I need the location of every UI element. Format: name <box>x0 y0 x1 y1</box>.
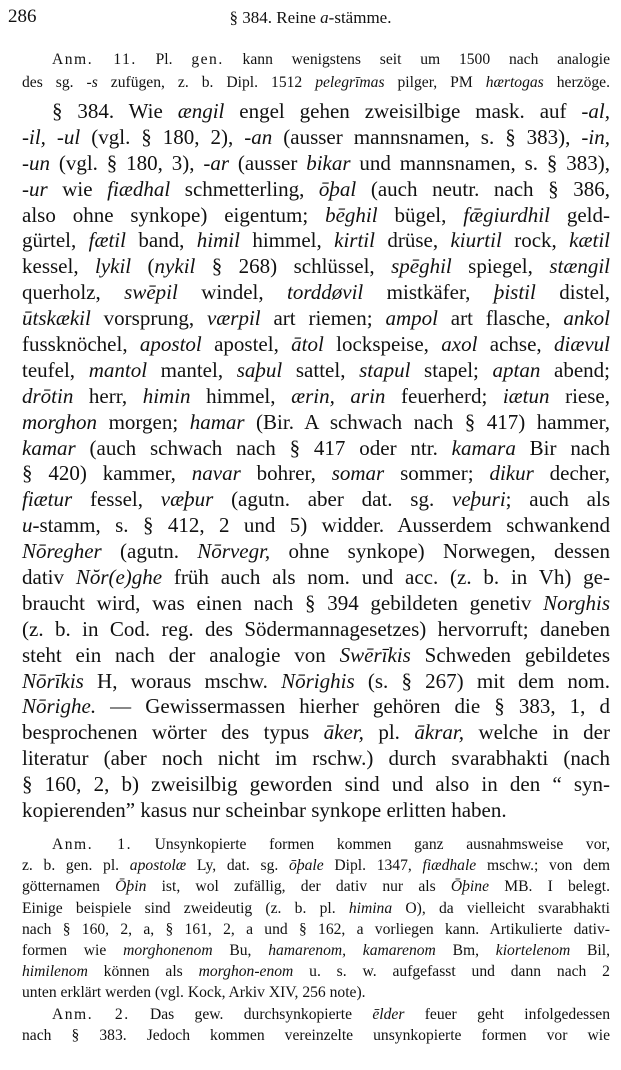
italic-term: -in, <box>581 124 610 149</box>
text-run: pilger, PM <box>384 74 486 91</box>
text-run: morgen; <box>97 409 190 434</box>
text-line <box>22 254 610 280</box>
text-line <box>22 461 610 487</box>
text-line <box>22 643 610 669</box>
italic-term: diævul <box>554 332 610 357</box>
text-run: (auch schwach nach § 417 oder ntr. <box>75 435 452 460</box>
text-run: (z. b. in Cod. reg. des Södermannagesetzes) hervorruft; daneben <box>22 616 610 641</box>
italic-term: drōtin <box>22 383 74 408</box>
italic-term: iætun <box>502 383 550 408</box>
text-run: sommer; <box>384 461 490 486</box>
text-run: drüse, <box>374 228 451 253</box>
text-run: § 420) kammer, <box>22 461 192 486</box>
italic-term: kiurtil <box>450 228 502 253</box>
italic-term: himin <box>142 383 191 408</box>
text-run: welche in der <box>463 720 610 745</box>
italic-term: veþuri <box>452 487 506 512</box>
note-label: Anm. 2. <box>52 1005 130 1023</box>
text-run: (agutn. aber dat. sg. <box>213 487 452 512</box>
text-run: decher, <box>533 461 610 486</box>
italic-term: somar <box>331 461 385 486</box>
text-run: windel, <box>177 280 288 305</box>
text-run: (ausser <box>229 150 307 175</box>
text-line <box>22 125 610 151</box>
italic-term: bikar <box>306 150 351 175</box>
italic-term: -an <box>244 124 273 149</box>
text-run: gürtel, <box>22 228 89 253</box>
italic-term: fiædhal <box>107 176 171 201</box>
text-line <box>22 669 610 695</box>
italic-term: kamar <box>22 435 76 460</box>
italic-term: mantol <box>88 357 148 382</box>
text-run: Bir nach <box>515 435 610 460</box>
text-line <box>22 358 610 384</box>
text-run: Einige beispiele sind zweideutig (z. b. pl. <box>22 899 349 917</box>
italic-term: himina <box>348 899 393 917</box>
text-line <box>22 332 610 358</box>
italic-term: ōþale <box>289 857 324 875</box>
text-run: himmel, <box>190 383 292 408</box>
italic-term: -al, <box>581 99 610 123</box>
text-line <box>22 539 610 565</box>
text-line <box>22 961 610 982</box>
text-run: formen wie <box>22 941 124 959</box>
text-line <box>22 617 610 643</box>
italic-term: bēghil <box>325 202 378 227</box>
text-line <box>22 720 610 746</box>
text-run: (agutn. <box>101 539 198 564</box>
text-run: z. b. gen. pl. <box>22 857 130 875</box>
italic-term: kamara <box>451 435 516 460</box>
text-line <box>22 940 610 961</box>
text-run: mschw.; von dem <box>476 857 610 875</box>
text-line <box>22 48 610 71</box>
italic-term: lykil <box>94 254 132 279</box>
italic-term: pelegrīmas <box>315 74 385 91</box>
text-run: u. s. w. aufgefasst und dann nach 2 <box>293 963 610 981</box>
text-run: (vgl. § 180, 3), <box>50 150 204 175</box>
italic-term: morghonenom <box>123 941 213 959</box>
text-run: mistkäfer, <box>363 280 494 305</box>
italic-term: ēlder <box>372 1005 405 1023</box>
text-run: Bm, <box>435 941 496 959</box>
italic-term: himil <box>196 228 240 253</box>
italic-term: spēghil <box>391 254 452 279</box>
text-run: § 160, 2, b) zweisilbig geworden sind und also in den “ syn- <box>22 772 610 797</box>
text-run: Dipl. 1347, <box>323 857 423 875</box>
italic-term: fiædhale <box>422 857 477 875</box>
italic-term: Nōrighe. <box>22 694 97 719</box>
italic-term: morghon-enom <box>198 963 294 981</box>
text-line <box>22 565 610 591</box>
text-run: Pl. <box>136 51 192 68</box>
text-run: kessel, <box>22 254 95 279</box>
text-run: ( <box>131 254 155 279</box>
text-run: früh auch als nom. und acc. (z. b. in Vh) ge- <box>162 565 610 590</box>
italic-term: hærtogas <box>485 74 544 91</box>
italic-term: Nōrvegr, <box>197 539 271 564</box>
text-run: stapel; <box>410 357 493 382</box>
text-run: art riemen; <box>260 306 386 331</box>
italic-term: Ōþine <box>450 878 489 896</box>
text-line <box>22 71 610 94</box>
text-run: ohne synkope) Norwegen, dessen <box>270 539 610 564</box>
text-line <box>22 410 610 436</box>
text-run: ; auch als <box>505 487 610 512</box>
italic-term: fiætur <box>22 487 73 512</box>
italic-term: Ōþin <box>115 878 147 896</box>
italic-term: þistil <box>493 280 536 305</box>
italic-term: ængil <box>177 99 225 123</box>
section-384-body <box>22 99 610 824</box>
running-title <box>0 8 621 28</box>
italic-term: ūtskækil <box>22 306 91 331</box>
text-run: § 384. Wie <box>52 99 178 123</box>
text-run: braucht wird, was einen nach § 394 gebildeten genetiv <box>22 590 544 615</box>
text-run: abend; <box>540 357 610 382</box>
italic-term: -ur <box>22 176 48 201</box>
text-line <box>22 982 610 1003</box>
text-run: herzöge. <box>543 74 610 91</box>
text-line <box>22 855 610 876</box>
text-run: pl. <box>363 720 415 745</box>
text-run: des sg. <box>22 74 87 91</box>
running-title-text: § 384. Reine <box>229 8 321 27</box>
text-line <box>22 151 610 177</box>
text-line <box>22 746 610 772</box>
note-anm-11 <box>22 48 610 94</box>
italic-term: Swērīkis <box>339 642 411 667</box>
italic-term: u <box>22 513 33 538</box>
text-run: MB. I belegt. <box>488 878 611 896</box>
text-run: (s. § 267) mit dem nom. <box>354 668 611 693</box>
italic-term: axol <box>441 332 478 357</box>
italic-term: hamar <box>189 409 245 434</box>
italic-term: apostol <box>139 332 202 357</box>
text-run: (vgl. § 180, 2), <box>80 124 245 149</box>
text-run: feuerherd; <box>385 383 503 408</box>
italic-term: kirtil <box>334 228 375 253</box>
text-line <box>22 772 610 798</box>
text-run: vorsprung, <box>90 306 207 331</box>
italic-term: kætil <box>569 228 610 253</box>
text-line <box>22 177 610 203</box>
text-run: fussknöchel, <box>22 332 140 357</box>
text-run: Ly, dat. sg. <box>186 857 290 875</box>
italic-term: stapul <box>359 357 411 382</box>
italic-term: āker, <box>323 720 364 745</box>
text-line <box>22 694 610 720</box>
note-label: Anm. 11. <box>52 51 137 68</box>
italic-term: -un <box>22 150 50 175</box>
notes-anm-1-2 <box>22 834 610 1046</box>
text-run: Bil, <box>570 941 610 959</box>
italic-term: Nōrīkis <box>22 668 84 693</box>
text-line <box>22 513 610 539</box>
text-run: teufel, <box>22 357 89 382</box>
text-run: engel gehen zweisilbige mask. auf <box>224 99 582 123</box>
text-run: apostel, <box>201 332 292 357</box>
text-run: ist, wol zufällig, der dativ nur als <box>146 878 451 896</box>
italic-term: morghon <box>22 409 98 434</box>
text-line <box>22 280 610 306</box>
text-run: zufügen, z. b. Dipl. 1512 <box>97 74 316 91</box>
text-run: Schweden gebildetes <box>410 642 610 667</box>
text-run: H, woraus mschw. <box>83 668 282 693</box>
text-run: kopierenden” kasus nur scheinbar synkope erlitten haben. <box>22 798 507 823</box>
note-label: gen. <box>191 51 224 68</box>
text-run: (auch neutr. nach § 386, <box>356 176 610 201</box>
text-run: spiegel, <box>451 254 550 279</box>
text-run: rock, <box>501 228 570 253</box>
text-run: sattel, <box>282 357 360 382</box>
note-label: Anm. 1. <box>52 836 132 853</box>
running-title-italic: a <box>320 8 329 27</box>
text-run: wie <box>47 176 108 201</box>
italic-term: himilenom <box>22 963 88 981</box>
text-run: götternamen <box>22 878 116 896</box>
text-run: literatur (aber noch nicht im rschw.) durch svarabhakti (nach <box>22 746 610 771</box>
italic-term: fǣgiurdhil <box>463 202 550 227</box>
text-line <box>22 436 610 462</box>
text-line <box>22 99 610 125</box>
text-run: dativ <box>22 565 76 590</box>
text-run: — Gewissermassen hierher gehören die § 383, 1, d <box>96 694 610 719</box>
text-run: Unsynkopierte formen kommen ganz ausnahmsweise vor, <box>131 836 610 853</box>
text-run: steht ein nach der analogie von <box>22 642 340 667</box>
text-run: O), da vielleicht svarabhakti <box>392 899 611 917</box>
italic-term: kiortelenom <box>495 941 571 959</box>
text-run: bohrer, <box>240 461 332 486</box>
text-run: riese, <box>549 383 610 408</box>
italic-term: væþur <box>160 487 214 512</box>
text-run: nach § 160, 2, a, § 161, 2, a und § 162, a vorliegen kann. Artikulierte dativ- <box>22 920 610 938</box>
text-run: (ausser mannsnamen, s. § 383), <box>272 124 582 149</box>
italic-term: stængil <box>549 254 610 279</box>
text-run: also ohne synkope) eigentum; <box>22 202 326 227</box>
page-number: 286 <box>8 6 37 27</box>
italic-term: swēpil <box>124 280 178 305</box>
text-run: querholz, <box>22 280 125 305</box>
text-line <box>22 591 610 617</box>
italic-term: ātol <box>291 332 324 357</box>
text-run: kann wenigstens seit um 1500 nach analogie <box>223 51 611 68</box>
running-header <box>0 6 621 32</box>
text-run: unten erklärt werden (vgl. Kock, Arkiv XIV, 256 note). <box>22 984 366 1002</box>
text-line <box>22 834 610 855</box>
italic-term: ōþal <box>318 176 357 201</box>
text-line <box>22 919 610 940</box>
text-run: § 268) schlüssel, <box>195 254 392 279</box>
text-run: (Bir. A schwach nach § 417) hammer, <box>244 409 610 434</box>
text-run: Bu, <box>212 941 269 959</box>
text-line <box>22 876 610 897</box>
italic-term: ærin, arin <box>291 383 386 408</box>
italic-term: ankol <box>563 306 610 331</box>
text-line <box>22 798 610 824</box>
text-run: achse, <box>477 332 554 357</box>
italic-term: navar <box>191 461 241 486</box>
italic-term: ākrar, <box>414 720 464 745</box>
italic-term: dikur <box>489 461 534 486</box>
text-line <box>22 306 610 332</box>
text-run: fessel, <box>72 487 161 512</box>
text-run: Das gew. durchsynkopierte <box>129 1005 373 1023</box>
text-run: geld- <box>549 202 610 227</box>
text-run: besprochenen wörter des typus <box>22 720 324 745</box>
italic-term: værpil <box>206 306 261 331</box>
text-line <box>22 228 610 254</box>
text-run: lockspeise, <box>323 332 442 357</box>
text-run: herr, <box>73 383 143 408</box>
italic-term: apostolæ <box>129 857 187 875</box>
text-run: -stamm, s. § 412, 2 und 5) widder. Ausserdem schwankend <box>32 513 610 538</box>
italic-term: -ar <box>203 150 229 175</box>
text-run: schmetterling, <box>170 176 319 201</box>
italic-term: Nōregher <box>22 539 102 564</box>
text-line <box>22 487 610 513</box>
italic-term: torddøvil <box>287 280 364 305</box>
italic-term: -ul <box>56 124 81 149</box>
text-run: himmel, <box>239 228 335 253</box>
text-line <box>22 1025 610 1046</box>
italic-term: hamarenom, kamarenom <box>268 941 436 959</box>
text-run: nach § 383. Jedoch kommen vereinzelte unsynkopierte formen vor wie <box>22 1026 610 1044</box>
text-line <box>22 384 610 410</box>
italic-term: nykil <box>154 254 196 279</box>
running-title-suffix: -stämme. <box>328 8 392 27</box>
text-run: mantel, <box>147 357 237 382</box>
italic-term: ampol <box>385 306 438 331</box>
text-run: band, <box>125 228 197 253</box>
italic-term: -il, <box>22 124 46 149</box>
text-line <box>22 898 610 919</box>
text-run: distel, <box>535 280 610 305</box>
italic-term: fætil <box>88 228 126 253</box>
text-run: können als <box>87 963 199 981</box>
text-line <box>22 203 610 229</box>
italic-term: -s <box>86 74 98 91</box>
italic-term: aptan <box>492 357 541 382</box>
text-line <box>22 1004 610 1025</box>
italic-term: Norghis <box>543 590 610 615</box>
text-run <box>46 125 57 149</box>
text-run: und mannsnamen, s. § 383), <box>350 150 610 175</box>
text-run: bügel, <box>377 202 464 227</box>
text-run: feuer geht infolgedessen <box>404 1005 611 1023</box>
italic-term: saþul <box>236 357 283 382</box>
italic-term: Nōrighis <box>281 668 355 693</box>
italic-term: Nŏr(e)ghe <box>75 565 163 590</box>
text-run: art flasche, <box>437 306 564 331</box>
